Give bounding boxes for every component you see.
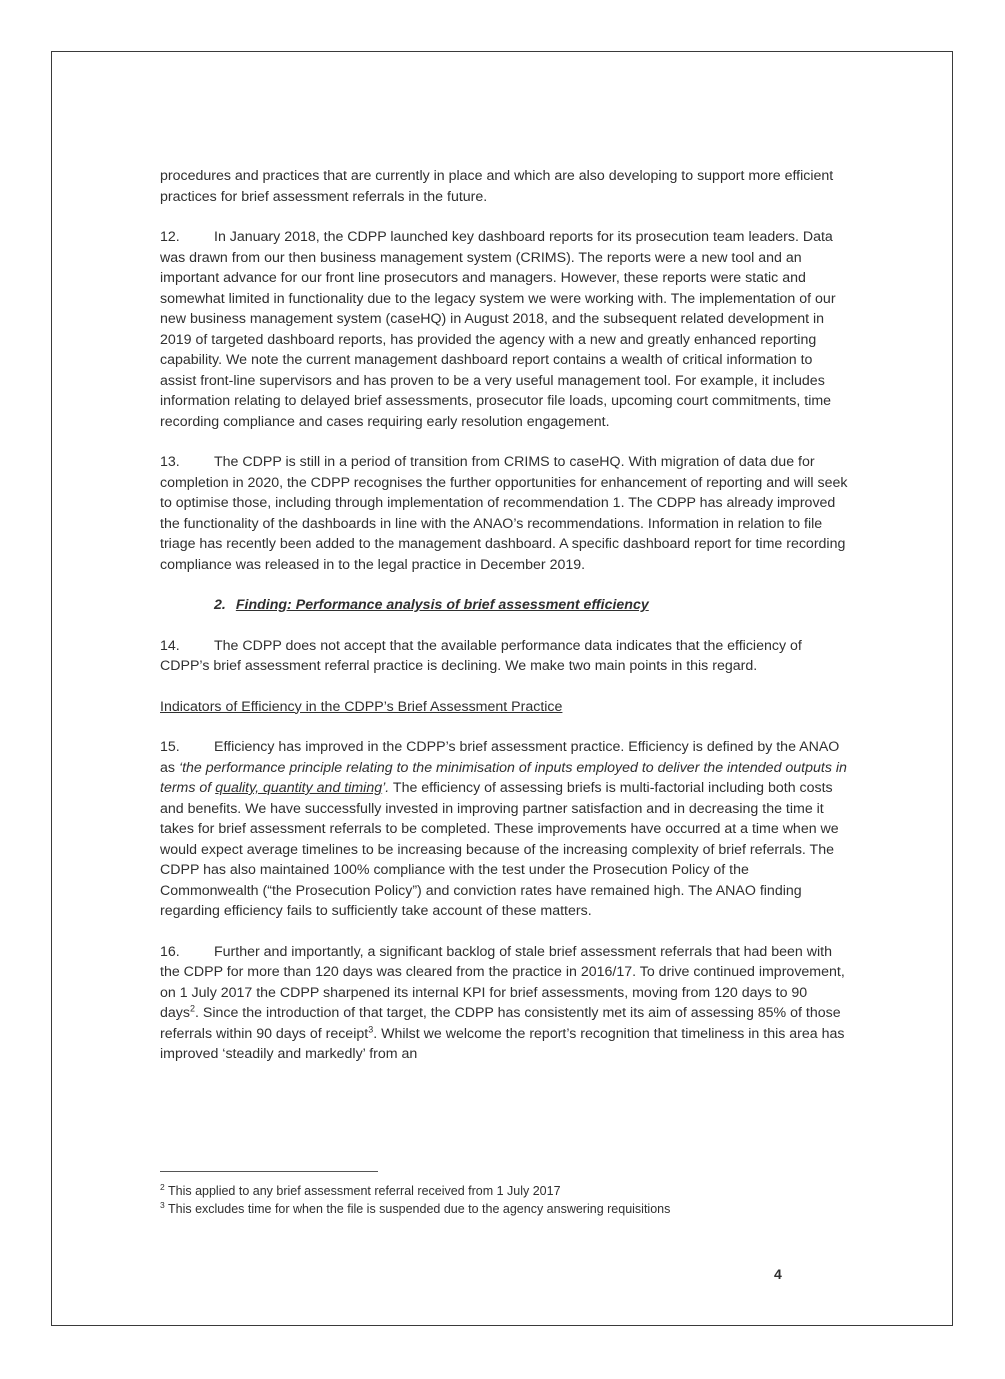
definition-quote: ‘the performance principle relating to the minimisation of inputs employed to deliver the intended outputs in terms of [160,759,847,796]
footnote-mark: 3 [160,1199,165,1210]
page-number: 4 [774,1266,782,1282]
paragraph-number: 13. [160,454,180,470]
paragraph-12 [160,227,850,432]
footnote-text: This applied to any brief assessment referral received from 1 July 2017 [164,1184,561,1198]
paragraph-number: 12. [160,229,180,245]
paragraph-14 [160,636,850,677]
paragraph-text: In January 2018, the CDPP launched key dashboard reports for its prosecution team leaders. Data was drawn from our then business management system (CRIMS). The reports were a new tool and an important advance for our front line prosecutors and managers. However, these reports were static and somewhat limited in functionality due to the legacy system we were working with. The implementation of our new business management system (caseHQ) in August 2018, and the subsequent related development in 2019 of targeted dashboard reports, has provided the agency with a new and greatly enhanced reporting capability. We note the current management dashboard report contains a wealth of critical information to assist front-line supervisors and has proven to be a very useful management tool. For example, it includes information relating to delayed brief assessments, prosecutor file loads, upcoming court commitments, time recording compliance and cases requiring early resolution engagement. [160,229,836,430]
footnotes [160,1182,850,1218]
paragraph-number: 16. [160,943,180,960]
heading-number: 2. [214,597,226,613]
definition-quote-underlined: quality, quantity and timing [215,780,383,796]
paragraph-text: Further and importantly, a significant backlog of stale brief assessment referrals that had been with the CDPP for more than 120 days was cleared from the practice in 2016/17. To drive continued improvement, on 1 July 2017 the CDPP sharpened its internal KPI for brief assessments, moving from 120 days to 90 days [160,943,845,1021]
footnote-2 [160,1182,850,1200]
paragraph-text: Efficiency has improved in the CDPP’s brief assessment practice. Efficiency is defined by the ANAO as [160,739,840,776]
subheading: Indicators of Efficiency in the CDPP’s Brief Assessment Practice [160,698,563,715]
paragraph-text-continued: . Since the introduction of that target, the CDPP has consistently met its aim of assessing 85% of those referrals within 90 days of receipt [160,1005,841,1042]
footnote-ref-3[interactable]: 3 [368,1023,374,1034]
footnote-3 [160,1200,850,1218]
paragraph-number: 14. [160,637,180,654]
paragraph-text: The CDPP is still in a period of transition from CRIMS to caseHQ. With migration of data due for completion in 2020, the CDPP recognises the further opportunities for enhancement of reporting and will seek to optimise those, including through implementation of recommendation 1. The CDPP has already improved the functionality of the dashboards in line with the ANAO’s recommendations. Information in relation to file triage has recently been added to the management dashboard. A specific dashboard report for time recording compliance was released in to the legal practice in December 2019. [160,454,848,573]
section-heading [214,595,850,616]
heading-text: Finding: Performance analysis of brief assessment efficiency [235,597,649,613]
footnote-mark: 2 [160,1181,165,1192]
paragraph-text: The CDPP does not accept that the available performance data indicates that the efficiency of CDPP’s brief assessment referral practice is declining. We make two main points in this regard. [160,637,802,674]
footnote-text: This excludes time for when the file is suspended due to the agency answering requisitions [164,1202,671,1216]
paragraph-number: 15. [160,739,180,755]
paragraph-13 [160,452,850,575]
paragraph-15 [160,737,850,922]
paragraph-16 [160,942,850,1065]
footnote-separator [160,1171,378,1172]
document-body [160,166,850,1085]
definition-quote-end: ’. [382,780,390,796]
paragraph-intro: procedures and practices that are currently in place and which are also developing to support more efficient practices for brief assessment referrals in the future. [160,168,834,205]
footnote-ref-2[interactable]: 2 [189,1003,195,1014]
paragraph-text-end: . Whilst we welcome the report’s recognition that timeliness in this area has improved ‘steadily and markedly’ from an [160,1025,845,1062]
paragraph-text-continued: The efficiency of assessing briefs is multi-factorial including both costs and benefits. We have successfully invested in improving partner satisfaction and in decreasing the time it takes for brief assessment referrals to be completed. These improvements have occurred at a time when we would expect average timelines to be increasing because of the increasing complexity of brief referrals. The CDPP has also maintained 100% compliance with the test under the Prosecution Policy of the Commonwealth (“the Prosecution Policy”) and conviction rates have remained high. The ANAO finding regarding efficiency fails to sufficiently take account of these matters. [160,780,839,919]
